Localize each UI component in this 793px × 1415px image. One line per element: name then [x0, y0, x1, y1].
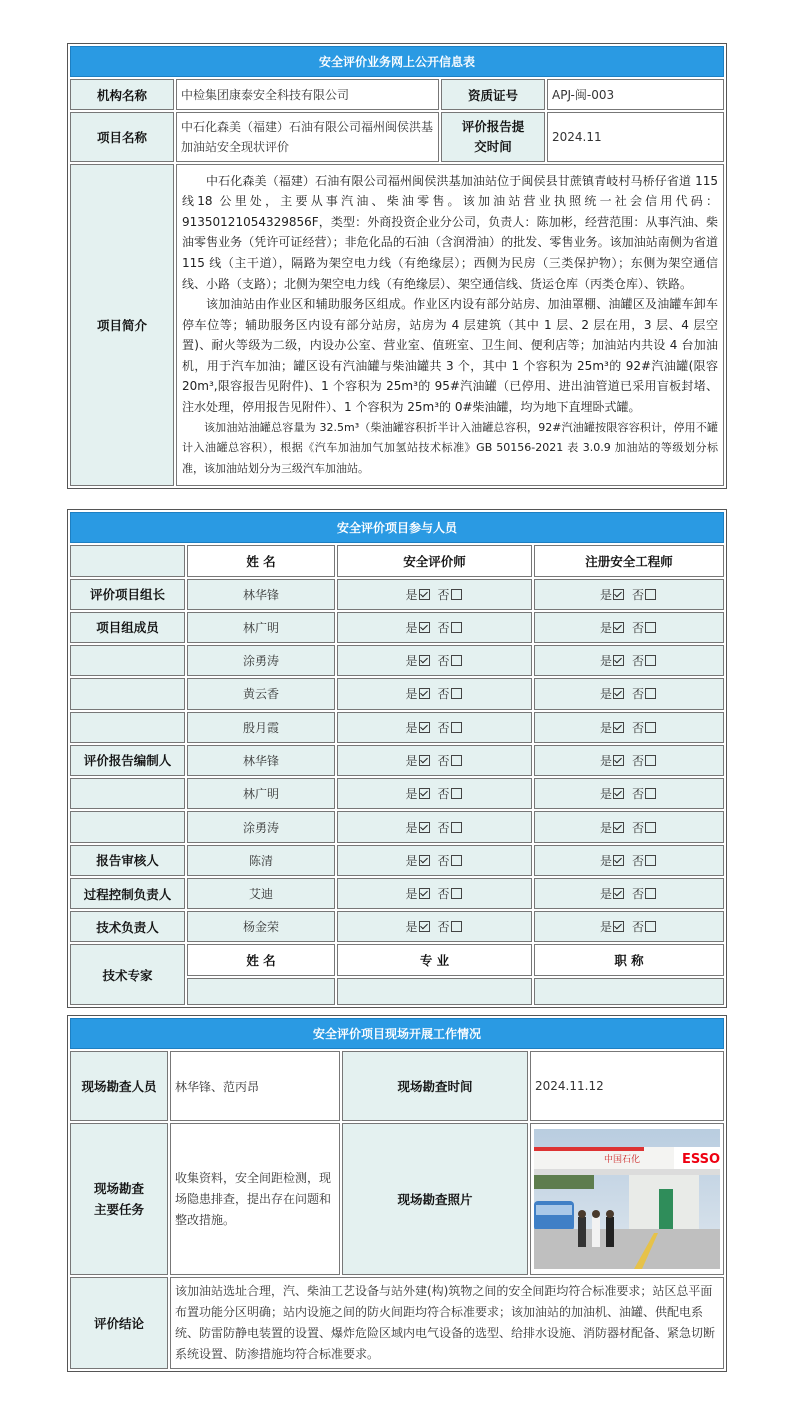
cert-value: APJ-闽-003 [547, 79, 724, 110]
fieldwork-title: 安全评价项目现场开展工作情况 [70, 1018, 724, 1049]
yes-checkbox[interactable] [419, 755, 430, 766]
yes-checkbox[interactable] [419, 888, 430, 899]
participant-name: 艾迪 [187, 878, 335, 909]
expert-name-cell [187, 978, 335, 1005]
yes-checkbox[interactable] [419, 788, 430, 799]
yes-label: 是 [405, 654, 418, 669]
no-label: 否 [437, 620, 450, 635]
no-label: 否 [632, 687, 645, 702]
no-checkbox[interactable] [451, 589, 462, 600]
participant-role [70, 645, 185, 676]
no-label: 否 [632, 820, 645, 835]
participant-evaluator-status [337, 778, 532, 809]
yes-checkbox[interactable] [613, 655, 624, 666]
participant-row [70, 845, 724, 876]
yes-label: 是 [405, 787, 418, 802]
participants-table [67, 509, 727, 1008]
no-label: 否 [632, 620, 645, 635]
col-header-name: 姓 名 [187, 545, 335, 576]
participant-name: 陈清 [187, 845, 335, 876]
public-info-title: 安全评价业务网上公开信息表 [70, 46, 724, 77]
survey-time-value: 2024.11.12 [530, 1051, 724, 1121]
participant-name: 林广明 [187, 778, 335, 809]
yes-label: 是 [405, 587, 418, 602]
no-label: 否 [437, 687, 450, 702]
no-checkbox[interactable] [645, 655, 656, 666]
participant-engineer-status [534, 811, 724, 842]
no-checkbox[interactable] [451, 855, 462, 866]
participant-row [70, 878, 724, 909]
yes-label: 是 [599, 920, 612, 935]
no-label: 否 [437, 787, 450, 802]
participant-role: 技术负责人 [70, 911, 185, 942]
participant-row [70, 612, 724, 643]
photo-label: 现场勘查照片 [342, 1123, 528, 1275]
conclusion-label: 评价结论 [70, 1277, 168, 1369]
no-label: 否 [632, 853, 645, 868]
no-label: 否 [437, 887, 450, 902]
fieldwork-table [67, 1015, 727, 1372]
no-checkbox[interactable] [451, 822, 462, 833]
yes-checkbox[interactable] [613, 622, 624, 633]
no-checkbox[interactable] [645, 755, 656, 766]
yes-label: 是 [405, 920, 418, 935]
no-checkbox[interactable] [451, 722, 462, 733]
participant-rows [70, 579, 724, 943]
no-checkbox[interactable] [645, 688, 656, 699]
yes-checkbox[interactable] [419, 622, 430, 633]
participant-role: 评价项目组长 [70, 579, 185, 610]
intro-paragraph-1: 中石化森美（福建）石油有限公司福州闽侯洪基加油站位于闽侯县甘蔗镇青岐村马桥仔省道 115线18 公里处，主要从事汽油、柴油零售。该加油站营业执照统一社会信用代码：91350121054329856F，类型：外商投资企业分公司，负责人：陈加彬，经营范围：从事汽油、柴油零售业务（凭许可证经营）；非危化品的石油（含润滑油）的批发、零售业务。该加油站南侧为省道 115 线（主干道），隔路为架空电力线（有绝缘层）；西侧为民房（三类保护物）；东侧为架空通信线、小路（支路）；北侧为架空电力线（有绝缘层）、架空通信线、货运仓库（丙类仓库）、铁路。 [182, 173, 718, 291]
no-checkbox[interactable] [451, 655, 462, 666]
yes-label: 是 [405, 620, 418, 635]
participant-name: 杨金荣 [187, 911, 335, 942]
no-checkbox[interactable] [451, 921, 462, 932]
participant-engineer-status [534, 745, 724, 776]
no-checkbox[interactable] [451, 755, 462, 766]
yes-checkbox[interactable] [419, 722, 430, 733]
photo-sign-text: 中国石化 [604, 1155, 641, 1165]
public-info-table [67, 43, 727, 489]
participant-engineer-status [534, 878, 724, 909]
yes-checkbox[interactable] [613, 822, 624, 833]
participant-name: 黄云香 [187, 678, 335, 709]
org-value: 中检集团康泰安全科技有限公司 [176, 79, 439, 110]
participant-row [70, 712, 724, 743]
yes-label: 是 [599, 787, 612, 802]
participant-evaluator-status [337, 645, 532, 676]
no-label: 否 [632, 920, 645, 935]
expert-title-cell [534, 978, 724, 1005]
no-checkbox[interactable] [645, 921, 656, 932]
cert-label: 资质证号 [441, 79, 545, 110]
survey-staff-value: 林华锋、范丙昂 [170, 1051, 340, 1121]
no-label: 否 [437, 587, 450, 602]
participant-engineer-status [534, 845, 724, 876]
yes-checkbox[interactable] [419, 688, 430, 699]
yes-checkbox[interactable] [613, 888, 624, 899]
participant-engineer-status [534, 612, 724, 643]
survey-staff-label: 现场勘查人员 [70, 1051, 168, 1121]
yes-label: 是 [599, 620, 612, 635]
yes-label: 是 [405, 687, 418, 702]
no-checkbox[interactable] [451, 888, 462, 899]
no-label: 否 [437, 920, 450, 935]
participant-row [70, 645, 724, 676]
yes-checkbox[interactable] [613, 788, 624, 799]
participant-role: 过程控制负责人 [70, 878, 185, 909]
site-photo-image [534, 1129, 720, 1269]
no-label: 否 [632, 787, 645, 802]
intro-paragraph-2: 该加油站由作业区和辅助服务区组成。作业区内设有部分站房、加油罩棚、油罐区及油罐车卸车停车位等；辅助服务区内设有部分站房，站房为 4 层建筑（其中 1 层、2 层在用，3 层、4 层空置)、耐火等级为二级，内设办公室、营业室、值班室、卫生间、便利店等；加油站内共设 4 台加油机，用于汽车加油；罐区设有汽油罐与柴油罐共 3 个，其中 1 个容积为 25m³的 92#汽油罐(限容 20m³,限容报告见附件)、1 个容积为 25m³的 95#汽油罐（已停用、进出油管道已采用盲板封堵、注水处理，停用报告见附件）、1 个容积为 25m³的 0#柴油罐，均为地下直埋卧式罐。 [182, 297, 718, 415]
no-label: 否 [632, 887, 645, 902]
participant-role [70, 712, 185, 743]
expert-major-cell [337, 978, 532, 1005]
participant-row [70, 678, 724, 709]
participant-role: 评价报告编制人 [70, 745, 185, 776]
participant-evaluator-status [337, 612, 532, 643]
col-header-evaluator: 安全评价师 [337, 545, 532, 576]
participant-evaluator-status [337, 811, 532, 842]
participant-engineer-status [534, 778, 724, 809]
no-checkbox[interactable] [645, 622, 656, 633]
project-value: 中石化森美（福建）石油有限公司福州闽侯洪基加油站安全现状评价 [176, 112, 439, 162]
no-checkbox[interactable] [645, 822, 656, 833]
participant-role: 项目组成员 [70, 612, 185, 643]
org-label: 机构名称 [70, 79, 174, 110]
yes-label: 是 [599, 654, 612, 669]
yes-checkbox[interactable] [613, 688, 624, 699]
expert-label: 技术专家 [70, 944, 185, 1005]
yes-checkbox[interactable] [613, 755, 624, 766]
participant-name: 涂勇涛 [187, 811, 335, 842]
no-checkbox[interactable] [645, 722, 656, 733]
participant-evaluator-status [337, 878, 532, 909]
participant-name: 林华锋 [187, 579, 335, 610]
intro-label: 项目简介 [70, 164, 174, 486]
participant-engineer-status [534, 579, 724, 610]
no-label: 否 [632, 587, 645, 602]
no-checkbox[interactable] [645, 888, 656, 899]
yes-label: 是 [599, 853, 612, 868]
participant-name: 殷月霞 [187, 712, 335, 743]
participant-evaluator-status [337, 712, 532, 743]
yes-label: 是 [599, 820, 612, 835]
photo-cell [530, 1123, 724, 1275]
no-label: 否 [632, 753, 645, 768]
yes-checkbox[interactable] [419, 921, 430, 932]
yes-checkbox[interactable] [419, 822, 430, 833]
no-checkbox[interactable] [451, 622, 462, 633]
intro-paragraph-3: 该加油站油罐总容量为 32.5m³（柴油罐容积折半计入油罐总容积，92#汽油罐按限容容积计，停用不罐计入油罐总容积），根据《汽车加油加气加氢站技术标准》GB 50156-2021 表 3.0.9 加油站的等级划分标准，该加油站划分为三级汽车加油站。 [182, 420, 718, 475]
participant-engineer-status [534, 712, 724, 743]
participant-row [70, 579, 724, 610]
yes-checkbox[interactable] [419, 589, 430, 600]
header-blank-cell [70, 545, 185, 576]
no-label: 否 [437, 820, 450, 835]
yes-label: 是 [599, 753, 612, 768]
conclusion-value: 该加油站选址合理，汽、柴油工艺设备与站外建(构)筑物之间的安全间距均符合标准要求；站区总平面布置功能分区明确；站内设施之间的防火间距均符合标准要求；该加油站的加油机、油罐、供配电系统、防雷防静电装置的设置、爆炸危险区域内电气设备的选型、给排水设施、消防器材配备、紧急切断系统设置、防渗措施均符合标准要求。 [170, 1277, 724, 1369]
no-checkbox[interactable] [451, 788, 462, 799]
participant-row [70, 778, 724, 809]
participant-evaluator-status [337, 579, 532, 610]
no-label: 否 [437, 720, 450, 735]
no-label: 否 [437, 654, 450, 669]
participant-row [70, 911, 724, 942]
participant-role: 报告审核人 [70, 845, 185, 876]
yes-checkbox[interactable] [613, 722, 624, 733]
participant-role [70, 811, 185, 842]
participant-role [70, 678, 185, 709]
no-checkbox[interactable] [645, 788, 656, 799]
participants-title: 安全评价项目参与人员 [70, 512, 724, 543]
participant-evaluator-status [337, 911, 532, 942]
participant-name: 涂勇涛 [187, 645, 335, 676]
yes-label: 是 [405, 820, 418, 835]
yes-checkbox[interactable] [613, 921, 624, 932]
no-checkbox[interactable] [451, 688, 462, 699]
intro-text [176, 164, 724, 486]
yes-label: 是 [405, 753, 418, 768]
participant-name: 林广明 [187, 612, 335, 643]
yes-label: 是 [599, 687, 612, 702]
task-label: 现场勘查主要任务 [70, 1123, 168, 1275]
expert-col-title: 职 称 [534, 944, 724, 975]
yes-label: 是 [599, 887, 612, 902]
no-label: 否 [632, 720, 645, 735]
no-label: 否 [437, 853, 450, 868]
participant-row [70, 811, 724, 842]
yes-label: 是 [405, 887, 418, 902]
yes-label: 是 [599, 720, 612, 735]
participant-evaluator-status [337, 845, 532, 876]
participant-engineer-status [534, 645, 724, 676]
project-label: 项目名称 [70, 112, 174, 162]
participant-row [70, 745, 724, 776]
yes-checkbox[interactable] [613, 855, 624, 866]
participant-name: 林华锋 [187, 745, 335, 776]
report-time-label: 评价报告提交时间 [441, 112, 545, 162]
yes-label: 是 [599, 587, 612, 602]
no-label: 否 [437, 753, 450, 768]
photo-sign-brand: ESSO [682, 1152, 720, 1167]
site-photo [534, 1129, 720, 1269]
task-value: 收集资料，安全间距检测，现场隐患排查，提出存在问题和整改措施。 [170, 1123, 340, 1275]
col-header-engineer: 注册安全工程师 [534, 545, 724, 576]
report-time-value: 2024.11 [547, 112, 724, 162]
expert-col-name: 姓 名 [187, 944, 335, 975]
yes-checkbox[interactable] [613, 589, 624, 600]
participant-evaluator-status [337, 745, 532, 776]
participant-engineer-status [534, 911, 724, 942]
yes-checkbox[interactable] [419, 655, 430, 666]
survey-time-label: 现场勘查时间 [342, 1051, 528, 1121]
no-checkbox[interactable] [645, 589, 656, 600]
participant-engineer-status [534, 678, 724, 709]
yes-label: 是 [405, 720, 418, 735]
no-checkbox[interactable] [645, 855, 656, 866]
yes-checkbox[interactable] [419, 855, 430, 866]
participant-role [70, 778, 185, 809]
yes-label: 是 [405, 853, 418, 868]
expert-col-major: 专 业 [337, 944, 532, 975]
participant-evaluator-status [337, 678, 532, 709]
no-label: 否 [632, 654, 645, 669]
